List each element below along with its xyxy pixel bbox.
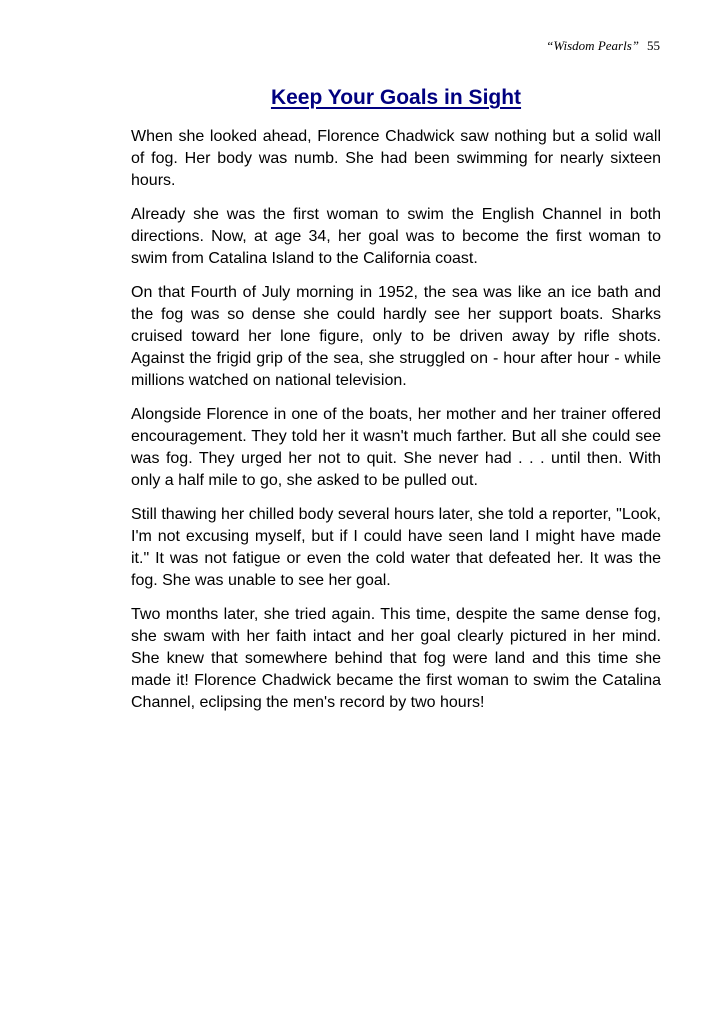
- paragraph-6: Two months later, she tried again. This time, despite the same dense fog, she swam with her faith intact and her goal clearly pictured in her mind. She knew that somewhere behind that fog were land and this time she made it! Florence Chadwick became the first woman to swim the Catalina Channel, eclipsing the men's record by two hours!: [131, 606, 661, 711]
- paragraph-4: Alongside Florence in one of the boats, her mother and her trainer offered encouragement. They told her it wasn't much farther. But all she could see was fog. They urged her not to quit. She never had . . . until then. With only a half mile to go, she asked to be pulled out.: [131, 406, 661, 489]
- running-header: [546, 38, 660, 54]
- paragraph-2: Already she was the first woman to swim the English Channel in both directions. Now, at age 34, her goal was to become the first woman to swim from Catalina Island to the California coast.: [131, 206, 661, 267]
- paragraph-1: When she looked ahead, Florence Chadwick saw nothing but a solid wall of fog. Her body was numb. She had been swimming for nearly sixteen hours.: [131, 128, 661, 189]
- paragraph-3: On that Fourth of July morning in 1952, the sea was like an ice bath and the fog was so dense she could hardly see her support boats. Sharks cruised toward her lone figure, only to be driven away by rifle shots. Against the frigid grip of the sea, she struggled on - hour after hour - while millions watched on national television.: [131, 284, 661, 389]
- paragraph-5: Still thawing her chilled body several hours later, she told a reporter, "Look, I'm not excusing myself, but if I could have seen land I might have made it." It was not fatigue or even the cold water that defeated her. It was the fog. She was unable to see her goal.: [131, 506, 661, 589]
- article-title: Keep Your Goals in Sight: [270, 86, 522, 109]
- page-number: 55: [647, 38, 660, 53]
- header-book-title: “Wisdom Pearls”: [546, 38, 639, 53]
- article-body: [131, 126, 661, 726]
